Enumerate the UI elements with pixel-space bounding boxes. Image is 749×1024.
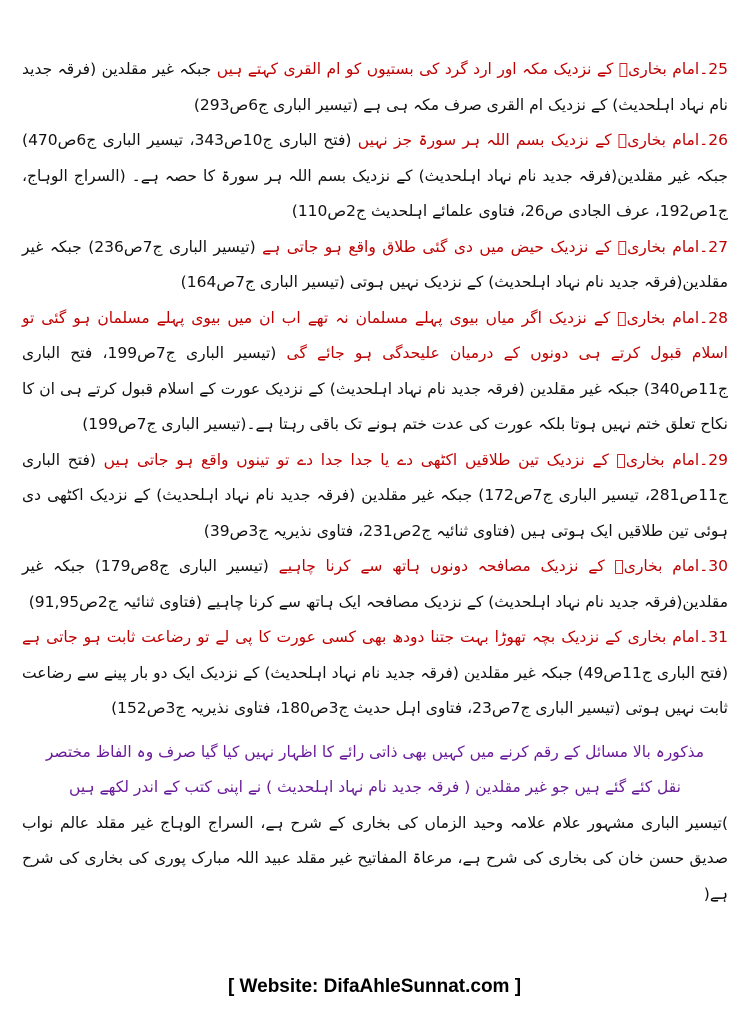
entry-27-text: (تیسیر الباری ج7ص236) جبکہ غیر مقلدین(فرقہ جدید نام نہاد اہلحدیث) کے نزدیک نہیں ہوتی (تیسیر الباری ج7ص164) [22,237,728,291]
entry-31-highlight: 31۔امام بخاری کے نزدیک بچہ تھوڑا بہت جتنا دودھ بھی کسی عورت کا پی لے تو رضاعت ثابت ہو جاتی ہے [22,628,728,646]
closing-note-line-2: نقل کئے گئے ہیں جو غیر مقلدین ( فرقہ جدید نام نہاد اہلحدیث ) نے اپنی کتب کے اندر لکھے ہیں [69,778,681,796]
entry-31-text: (فتح الباری ج11ص49) جبکہ غیر مقلدین (فرقہ جدید نام نہاد اہلحدیث) کے نزدیک ایک دو بار پینے سے رضاعت ثابت نہیں ہوتی (تیسیر الباری ج7ص23، فتاوی اہل حدیث ج3ص180، فتاوی نذیریہ ج3ص152) [22,663,729,717]
document-body [22,52,728,952]
entry-28 [22,301,728,443]
entry-30-highlight: 30۔امام بخاریؒ کے نزدیک مصافحہ دونوں ہاتھ سے کرنا چاہیے [278,557,729,575]
closing-note [22,735,728,806]
entry-27-highlight: 27۔امام بخاریؒ کے نزدیک حیض میں دی گئی طلاق واقع ہو جاتی ہے [262,237,728,256]
entry-30-text: (تیسیر الباری ج8ص179) جبکہ غیر مقلدین(فرقہ جدید نام نہاد اہلحدیث) کے نزدیک مصافحہ ایک ہاتھ سے کرنا چاہیے (فتاوی ثنائیہ ج2ص91,95) [22,557,728,611]
entry-29-highlight: 29۔امام بخاریؒ کے نزدیک تین طلاقیں اکٹھی دے یا جدا جدا دے تو تینوں واقع ہو جاتی ہیں [103,450,728,469]
entry-25-text: جبکہ غیر مقلدین (فرقہ جدید نام نہاد اہلحدیث) کے نزدیک ام القری صرف مکہ ہی ہے (تیسیر الباری ج6ص293) [22,60,728,114]
entry-26 [22,123,728,230]
website-footer: [ Website: DifaAhleSunnat.com ] [227,976,522,997]
entry-30 [22,549,728,620]
entry-28-text: (تیسیر الباری ج7ص199، فتح الباری ج11ص340) جبکہ غیر مقلدین (فرقہ جدید نام نہاد اہلحدیث) کے نزدیک عورت کے اسلام قبول کرتے ہی ان کا نکاح تعلق ختم نہیں ہوتا بلکہ عورت کی عدت ختم ہونے تک باقی رہتا ہے۔(تیسیر الباری ج7ص199) [22,344,728,433]
closing-note-line-1: مذکورہ بالا مسائل کے رقم کرنے میں کہیں بھی ذاتی رائے کا اظہار نہیں کیا گیا صرف وہ الفاظ مختصر [45,742,705,761]
entry-25-highlight: 25۔امام بخاریؒ کے نزدیک مکہ اور ارد گرد کی بستیوں کو ام القری کہتے ہیں [216,60,729,78]
entry-28-highlight: 28۔امام بخاریؒ کے نزدیک اگر میاں بیوی پہلے مسلمان نہ تھے اب ان میں بیوی پہلے مسلمان ہو گئی تو اسلام قبول کرتے ہی دونوں کے درمیان علیحدگی ہو جائے گی [22,308,728,362]
entry-31 [22,620,728,727]
footnote: )تیسیر الباری مشہور علام علامہ وحید الزماں کی بخاری کے شرح ہے، السراج الوہاج غیر مقلد عالم نواب صدیق حسن خان کی بخاری کی شرح ہے، مرعاۃ المفاتیح غیر مقلد عبید اللہ مبارک پوری کی بخاری کی شرح ہے( [22,813,728,903]
entry-26-highlight: 26۔امام بخاریؒ کے نزدیک بسم اللہ ہر سورۃ جز نہیں [357,131,728,149]
entry-27 [22,230,728,301]
entry-29-text: (فتح الباری ج11ص281، تیسیر الباری ج7ص172) جبکہ غیر مقلدین (فرقہ جدید نام نہاد اہلحدیث) کے نزدیک اکٹھی دی ہوئی تین طلاقیں ایک ہوتی ہیں (فتاوی ثنائیہ ج2ص231، فتاوی نذیریہ ج3ص39) [22,450,728,540]
entry-26-text: (فتح الباری ج10ص343، تیسیر الباری ج6ص470) جبکہ غیر مقلدین(فرقہ جدید نام نہاد اہلحدیث) کے نزدیک بسم اللہ ہر سورۃ کا حصہ ہے۔ (السراج الوہاج، ج1ص192، عرف الجادی ص26، فتاوی علمائے اہلحدیث ج2ص110) [22,131,728,220]
entry-29 [22,443,728,550]
entry-25 [22,52,728,123]
